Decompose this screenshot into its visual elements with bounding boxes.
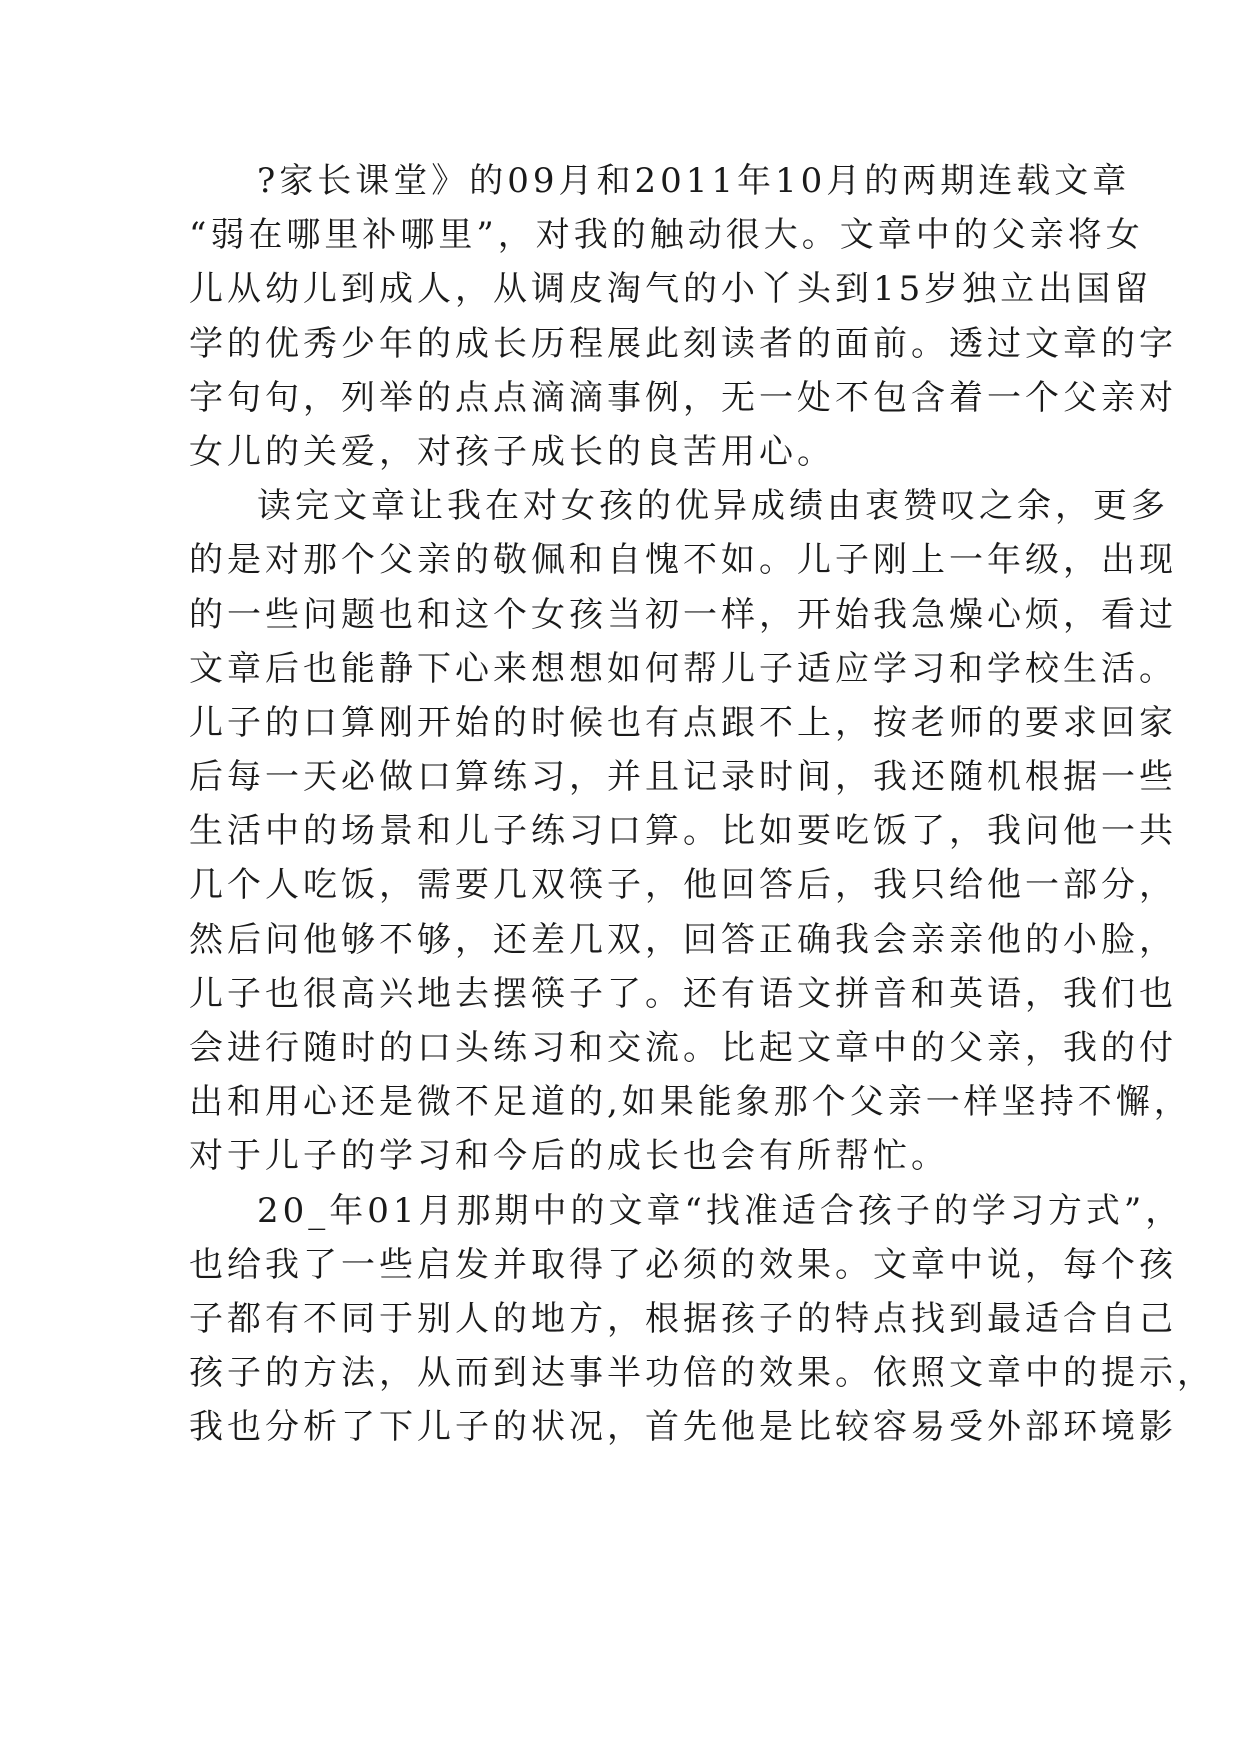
text-line: 出和用心还是微不足道的,如果能象那个父亲一样坚持不懈，	[189, 1082, 1192, 1123]
text-line: 的一些问题也和这个女孩当初一样，开始我急燥心烦，看过	[189, 594, 1177, 635]
text-line: 学的优秀少年的成长历程展此刻读者的面前。透过文章的字	[189, 323, 1177, 364]
paragraph-2	[189, 479, 1192, 1183]
text-line: “弱在哪里补哪里”，对我的触动很大。文章中的父亲将女	[189, 215, 1144, 256]
text-line: 子都有不同于别人的地方，根据孩子的特点找到最适合自己	[189, 1298, 1177, 1339]
paragraph-3	[189, 1184, 1215, 1455]
text-line: 生活中的场景和儿子练习口算。比如要吃饭了，我问他一共	[189, 811, 1177, 852]
text-line: 然后问他够不够，还差几双，回答正确我会亲亲他的小脸，	[189, 919, 1177, 960]
text-line: 儿子也很高兴地去摆筷子了。还有语文拼音和英语，我们也	[189, 973, 1177, 1014]
document-body	[189, 154, 1215, 1455]
text-line: 读完文章让我在对女孩的优异成绩由衷赞叹之余，更多	[257, 486, 1169, 527]
text-line: 儿子的口算刚开始的时候也有点跟不上，按老师的要求回家	[189, 702, 1177, 743]
text-line: 对于儿子的学习和今后的成长也会有所帮忙。	[189, 1136, 949, 1177]
text-line: 孩子的方法，从而到达事半功倍的效果。依照文章中的提示，	[189, 1353, 1215, 1394]
text-line: 儿从幼儿到成人，从调皮淘气的小丫头到15岁独立出国留	[189, 269, 1153, 310]
text-line: 几个人吃饭，需要几双筷子，他回答后，我只给他一部分，	[189, 865, 1177, 906]
text-line: 后每一天必做口算练习，并且记录时间，我还随机根据一些	[189, 757, 1177, 798]
text-line: 女儿的关爱，对孩子成长的良苦用心。	[189, 431, 835, 472]
text-line: ?家长课堂》的09月和2011年10月的两期连载文章	[257, 161, 1131, 201]
paragraph-1	[189, 154, 1177, 479]
text-line: 字句句，列举的点点滴滴事例，无一处不包含着一个父亲对	[189, 377, 1177, 418]
text-line: 会进行随时的口头练习和交流。比起文章中的父亲，我的付	[189, 1028, 1177, 1068]
text-line: 20_年01月那期中的文章“找准适合孩子的学习方式”，	[257, 1190, 1184, 1231]
text-line: 也给我了一些启发并取得了必须的效果。文章中说，每个孩	[189, 1244, 1177, 1285]
text-line: 我也分析了下儿子的状况，首先他是比较容易受外部环境影	[189, 1407, 1177, 1448]
text-line: 文章后也能静下心来想想如何帮儿子适应学习和学校生活。	[189, 648, 1177, 689]
text-line: 的是对那个父亲的敬佩和自愧不如。儿子刚上一年级，出现	[189, 540, 1177, 581]
